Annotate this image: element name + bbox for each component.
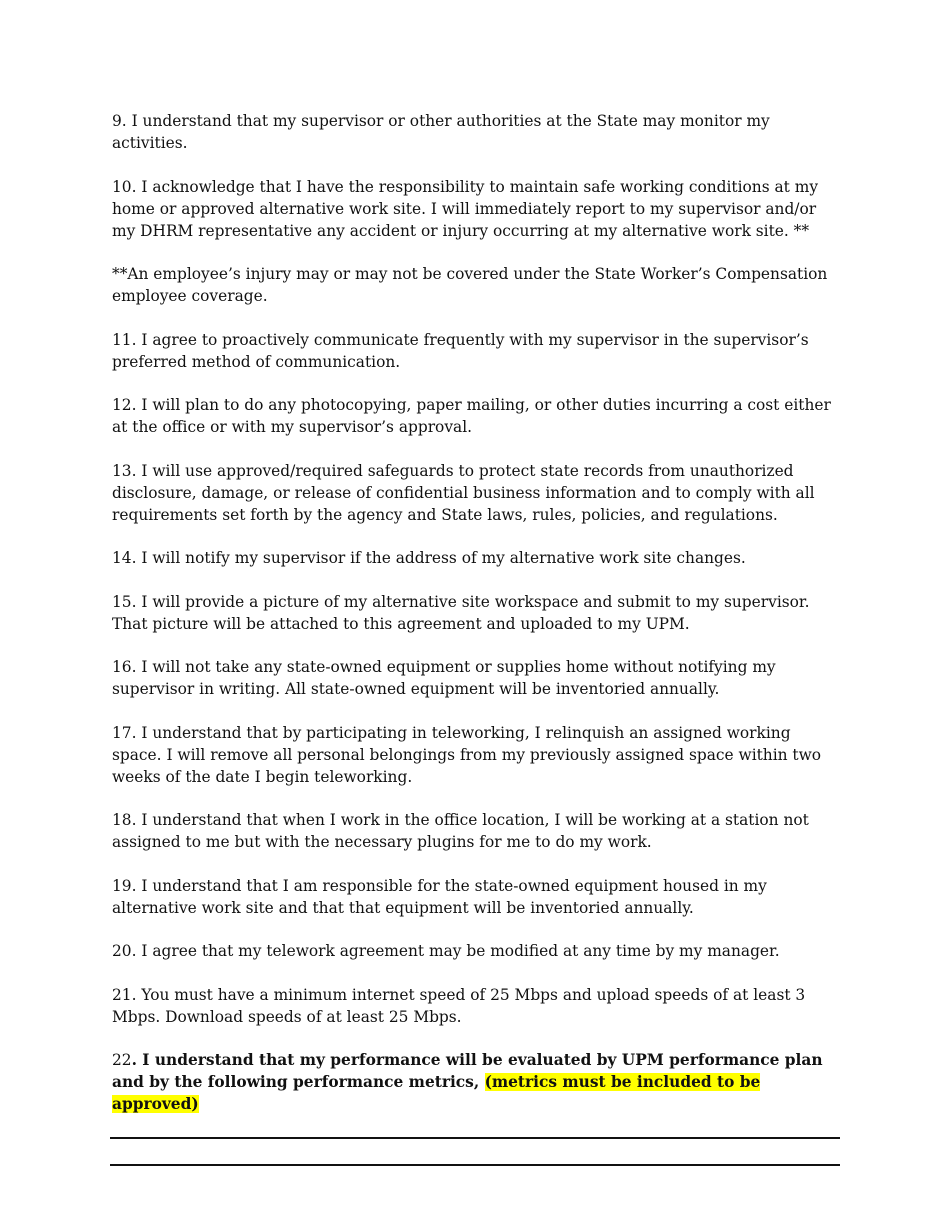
clause-21: 21. You must have a minimum internet speed of 25 Mbps and upload speeds of at least 3 Mbps. Download speeds of at least 25 Mbps. — [112, 985, 806, 1026]
clause-12: 12. I will plan to do any photocopying, paper mailing, or other duties incurring a cost either at the office or with my supervisor’s approval. — [112, 396, 831, 436]
signature-line-1 — [110, 1137, 840, 1139]
clause-15: 15. I will provide a picture of my alternative site workspace and submit to my supervisor. That picture will be attached to this agreement and uploaded to my UPM. — [112, 592, 810, 633]
clause-10: 10. I acknowledge that I have the responsibility to maintain safe working conditions at my home or approved alternative work site. I will immediately report to my supervisor and/or my DHRM representative any accident or injury occurring at my alternative work site. ** — [112, 177, 819, 240]
document-body — [112, 110, 840, 1137]
clause-20: 20. I agree that my telework agreement may be modified at any time by my manager. — [112, 942, 780, 960]
clause-17: 17. I understand that by participating in teleworking, I relinquish an assigned working space. I will remove all personal belongings from my previously assigned space within two weeks of the date I begin teleworking. — [112, 723, 822, 786]
clause-22 — [112, 1049, 840, 1115]
clause-22-text: . I understand that my performance will be evaluated by UPM performance plan and by the following performance metrics, — [112, 1051, 823, 1091]
clause-18: 18. I understand that when I work in the office location, I will be working at a station not assigned to me but with the necessary plugins for me to do my work. — [112, 811, 809, 851]
clause-19: 19. I understand that I am responsible for the state-owned equipment housed in my alternative work site and that that equipment will be inventoried annually. — [112, 876, 767, 917]
clause-22-highlight: (metrics must be included to be approved) — [112, 1073, 761, 1113]
clause-9: 9. I understand that my supervisor or other authorities at the State may monitor my activities. — [112, 112, 770, 152]
clause-13: 13. I will use approved/required safeguards to protect state records from unauthorized disclosure, damage, or release of confidential business information and to comply with all requirements set forth by the agency and State laws, rules, policies, and regulations. — [112, 461, 815, 524]
clause-14: 14. I will notify my supervisor if the address of my alternative work site changes. — [112, 549, 746, 567]
clause-22-number: 22 — [112, 1051, 132, 1069]
clause-11: 11. I agree to proactively communicate frequently with my supervisor in the supervisor’s preferred method of communication. — [112, 330, 809, 371]
injury-note: **An employee’s injury may or may not be covered under the State Worker’s Compensation employee coverage. — [112, 265, 828, 305]
signature-line-2 — [110, 1164, 840, 1166]
clause-16: 16. I will not take any state-owned equipment or supplies home without notifying my supervisor in writing. All state-owned equipment will be inventoried annually. — [112, 658, 776, 698]
